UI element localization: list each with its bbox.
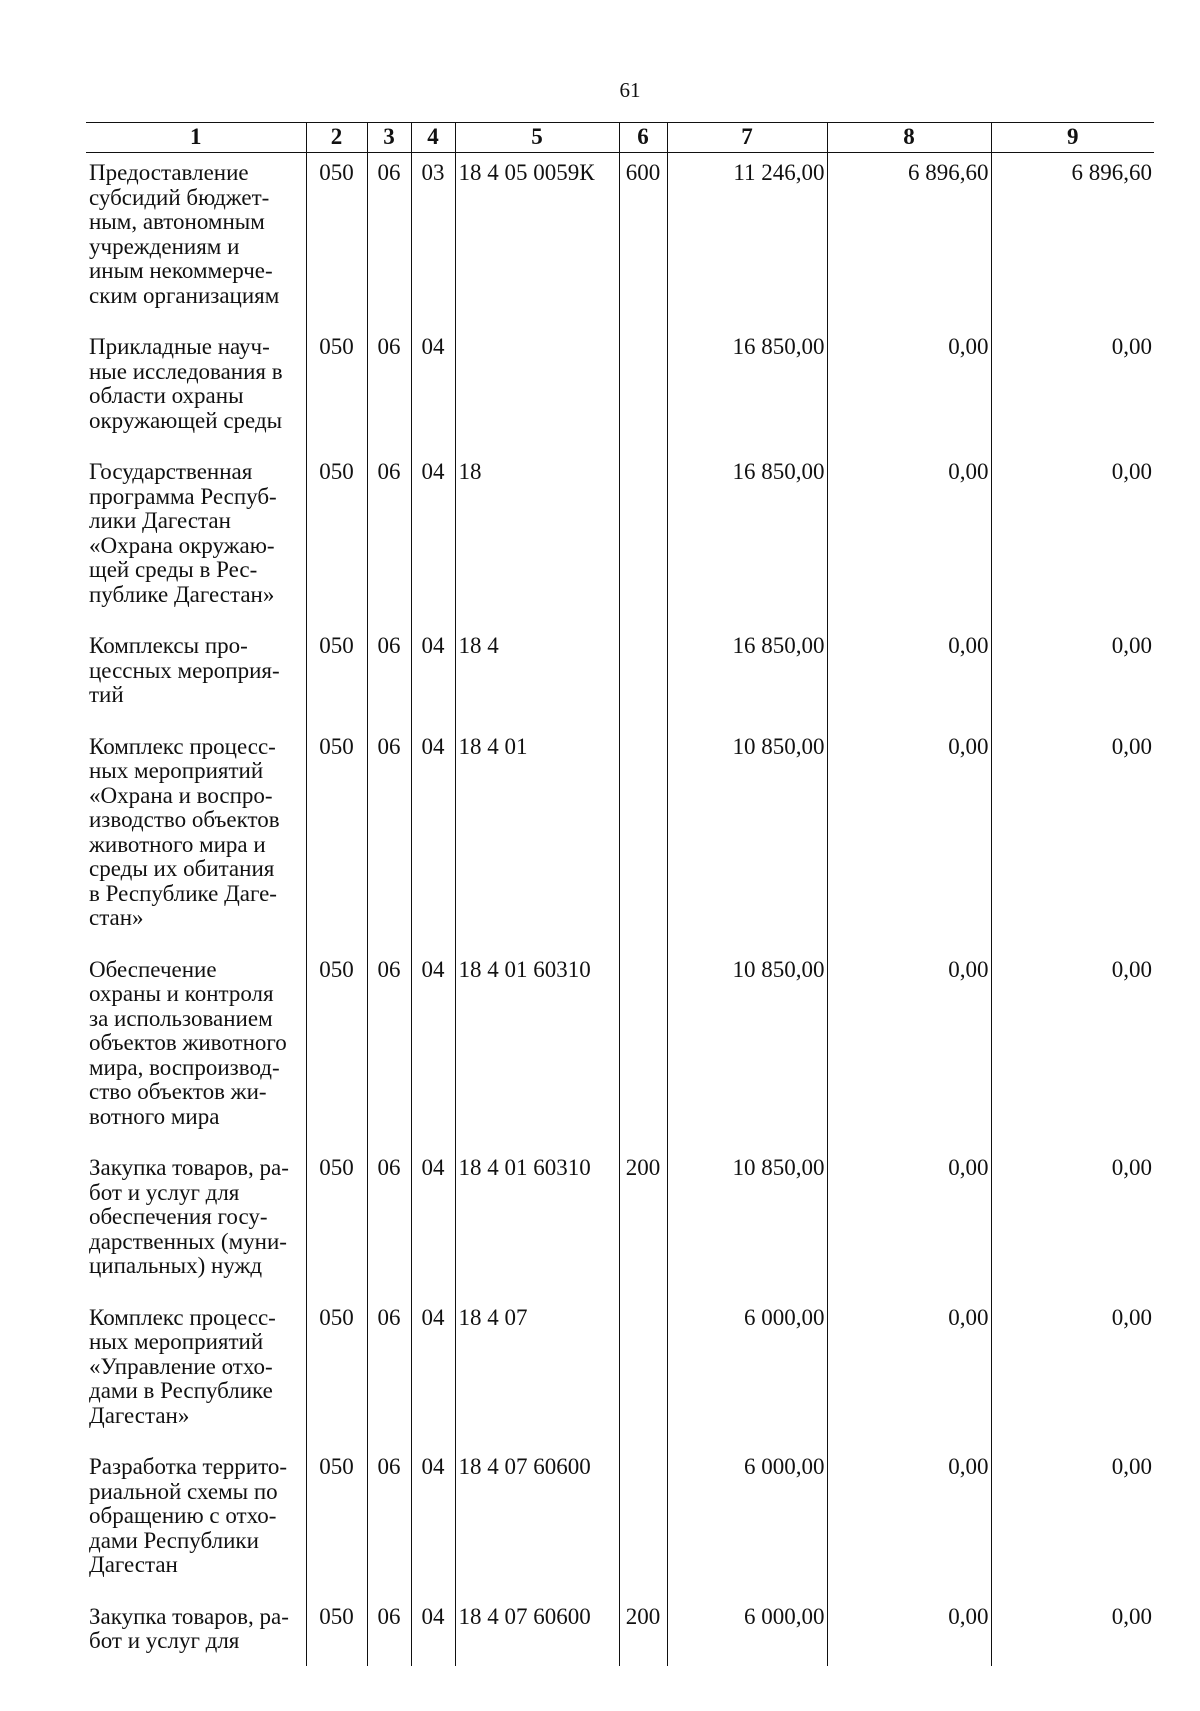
cell-col-7: 16 850,00 [667, 626, 827, 727]
cell-col-8: 6 896,60 [827, 153, 991, 328]
header-col-7: 7 [667, 123, 827, 153]
row-name-line: лики Дагестан [89, 508, 231, 533]
cell-col-9: 0,00 [991, 950, 1154, 1149]
cell-col-2: 050 [306, 1447, 367, 1597]
cell-col-7: 6 000,00 [667, 1447, 827, 1597]
cell-col-4: 04 [411, 452, 455, 626]
row-name-line: бот и услуг для [89, 1628, 240, 1653]
cell-col-2: 050 [306, 727, 367, 950]
cell-col-5: 18 4 01 60310 [455, 1148, 619, 1298]
header-col-6: 6 [619, 123, 667, 153]
row-name-cell [86, 727, 306, 950]
table-row [86, 950, 1154, 1149]
cell-col-9: 0,00 [991, 1148, 1154, 1298]
table-body [86, 153, 1154, 1666]
table-row [86, 1298, 1154, 1448]
row-name-cell [86, 1148, 306, 1298]
cell-col-6: 200 [619, 1597, 667, 1666]
header-col-3: 3 [367, 123, 411, 153]
row-name-line: Комплексы про- [89, 633, 248, 658]
cell-col-3: 06 [367, 950, 411, 1149]
cell-col-9: 6 896,60 [991, 153, 1154, 328]
row-name-line: программа Респуб- [89, 483, 277, 509]
cell-col-2: 050 [306, 950, 367, 1149]
cell-col-3: 06 [367, 153, 411, 328]
row-name-line: животного мира и [89, 831, 266, 857]
cell-col-8: 0,00 [827, 1597, 991, 1666]
header-row [86, 123, 1154, 153]
row-name-line: объектов животного [89, 1030, 287, 1055]
cell-col-6: 600 [619, 153, 667, 328]
table-row [86, 626, 1154, 727]
cell-col-3: 06 [367, 727, 411, 950]
row-name-line: дами Республики [89, 1527, 259, 1553]
cell-col-3: 06 [367, 1148, 411, 1298]
cell-col-3: 06 [367, 626, 411, 727]
cell-col-9: 0,00 [991, 327, 1154, 452]
cell-col-2: 050 [306, 327, 367, 452]
cell-col-2: 050 [306, 153, 367, 328]
cell-col-7: 10 850,00 [667, 727, 827, 950]
cell-col-4: 04 [411, 727, 455, 950]
row-name-line: «Охрана окружаю- [89, 532, 275, 558]
cell-col-2: 050 [306, 626, 367, 727]
cell-col-7: 16 850,00 [667, 327, 827, 452]
cell-col-6 [619, 1298, 667, 1448]
cell-col-3: 06 [367, 1447, 411, 1597]
cell-col-8: 0,00 [827, 727, 991, 950]
row-name-line: Государственная [89, 459, 253, 484]
header-col-8: 8 [827, 123, 991, 153]
cell-col-5 [455, 327, 619, 452]
row-name-line: обеспечения госу- [89, 1204, 268, 1229]
row-name-line: ных мероприятий [89, 1329, 264, 1354]
row-name-line: Разработка террито- [89, 1454, 288, 1479]
row-name-line: ципальных) нужд [89, 1253, 263, 1278]
cell-col-5: 18 4 01 [455, 727, 619, 950]
header-col-9: 9 [991, 123, 1154, 153]
row-name-line: Комплекс процесс- [89, 733, 276, 759]
cell-col-3: 06 [367, 452, 411, 626]
cell-col-6 [619, 1447, 667, 1597]
cell-col-5: 18 4 07 [455, 1298, 619, 1448]
table-row [86, 727, 1154, 950]
row-name-line: Закупка товаров, ра- [89, 1603, 289, 1629]
row-name-cell [86, 950, 306, 1149]
table-row [86, 153, 1154, 328]
row-name-line: ство объектов жи- [89, 1079, 267, 1104]
cell-col-9: 0,00 [991, 1597, 1154, 1666]
cell-col-4: 04 [411, 327, 455, 452]
row-name-cell [86, 153, 306, 328]
row-name-line: дами в Республике [89, 1378, 273, 1403]
cell-col-6 [619, 452, 667, 626]
row-name-cell [86, 1597, 306, 1666]
cell-col-9: 0,00 [991, 727, 1154, 950]
row-name-line: иным некоммерче- [89, 258, 273, 283]
row-name-cell [86, 327, 306, 452]
cell-col-6 [619, 727, 667, 950]
cell-col-4: 04 [411, 626, 455, 727]
cell-col-6 [619, 327, 667, 452]
cell-col-5: 18 4 05 0059К [455, 153, 619, 328]
cell-col-6: 200 [619, 1148, 667, 1298]
cell-col-9: 0,00 [991, 626, 1154, 727]
cell-col-2: 050 [306, 1597, 367, 1666]
row-name-line: Предоставление [89, 160, 249, 185]
row-name-line: Закупка товаров, ра- [89, 1155, 289, 1180]
cell-col-7: 6 000,00 [667, 1597, 827, 1666]
row-name-line: ные исследования в [89, 358, 283, 384]
cell-col-6 [619, 950, 667, 1149]
header-col-5: 5 [455, 123, 619, 153]
cell-col-2: 050 [306, 1298, 367, 1448]
row-name-line: за использованием [89, 1005, 273, 1031]
row-name-cell [86, 1298, 306, 1448]
cell-col-7: 16 850,00 [667, 452, 827, 626]
cell-col-8: 0,00 [827, 1447, 991, 1597]
cell-col-7: 10 850,00 [667, 1148, 827, 1298]
row-name-line: Комплекс процесс- [89, 1304, 276, 1330]
cell-col-5: 18 4 07 60600 [455, 1447, 619, 1597]
row-name-line: риальной схемы по [89, 1478, 278, 1504]
row-name-line: публике Дагестан» [89, 581, 275, 607]
cell-col-4: 04 [411, 1148, 455, 1298]
cell-col-5: 18 [455, 452, 619, 626]
row-name-line: Дагестан [89, 1552, 178, 1577]
cell-col-2: 050 [306, 1148, 367, 1298]
cell-col-7: 11 246,00 [667, 153, 827, 328]
cell-col-4: 03 [411, 153, 455, 328]
row-name-line: среды их обитания [89, 856, 275, 881]
row-name-line: ским организациям [89, 282, 280, 308]
cell-col-4: 04 [411, 1447, 455, 1597]
cell-col-9: 0,00 [991, 1447, 1154, 1597]
row-name-line: субсидий бюджет- [89, 184, 270, 210]
row-name-line: щей среды в Рес- [89, 557, 258, 582]
cell-col-6 [619, 626, 667, 727]
cell-col-8: 0,00 [827, 626, 991, 727]
cell-col-7: 6 000,00 [667, 1298, 827, 1448]
cell-col-2: 050 [306, 452, 367, 626]
row-name-line: обращению с отхо- [89, 1503, 277, 1528]
row-name-cell [86, 452, 306, 626]
cell-col-4: 04 [411, 1597, 455, 1666]
row-name-line: «Охрана и воспро- [89, 782, 273, 808]
cell-col-8: 0,00 [827, 327, 991, 452]
row-name-line: бот и услуг для [89, 1179, 240, 1205]
row-name-line: тий [89, 682, 124, 707]
row-name-line: «Управление отхо- [89, 1353, 273, 1379]
row-name-line: охраны и контроля [89, 981, 274, 1006]
table-row [86, 452, 1154, 626]
row-name-line: Обеспечение [89, 956, 217, 982]
cell-col-5: 18 4 [455, 626, 619, 727]
cell-col-5: 18 4 01 60310 [455, 950, 619, 1149]
cell-col-4: 04 [411, 950, 455, 1149]
header-col-2: 2 [306, 123, 367, 153]
row-name-line: ным, автономным [89, 209, 265, 234]
header-col-1: 1 [86, 123, 306, 153]
cell-col-8: 0,00 [827, 1148, 991, 1298]
cell-col-8: 0,00 [827, 1298, 991, 1448]
row-name-line: стан» [89, 905, 144, 930]
row-name-line: области охраны [89, 383, 244, 408]
row-name-line: в Республике Даге- [89, 880, 277, 906]
cell-col-8: 0,00 [827, 950, 991, 1149]
row-name-line: Дагестан» [89, 1402, 190, 1428]
row-name-cell [86, 1447, 306, 1597]
cell-col-8: 0,00 [827, 452, 991, 626]
table-row [86, 1447, 1154, 1597]
cell-col-9: 0,00 [991, 1298, 1154, 1448]
cell-col-3: 06 [367, 327, 411, 452]
table-row [86, 327, 1154, 452]
cell-col-3: 06 [367, 1597, 411, 1666]
row-name-line: вотного мира [89, 1103, 220, 1129]
row-name-line: учреждениям и [89, 233, 240, 259]
header-col-4: 4 [411, 123, 455, 153]
row-name-line: мира, воспроизвод- [89, 1054, 280, 1080]
cell-col-9: 0,00 [991, 452, 1154, 626]
row-name-line: цессных мероприя- [89, 657, 280, 683]
table-row [86, 1148, 1154, 1298]
table-row [86, 1597, 1154, 1666]
cell-col-7: 10 850,00 [667, 950, 827, 1149]
row-name-line: изводство объектов [89, 807, 280, 832]
row-name-line: ных мероприятий [89, 758, 264, 783]
row-name-cell [86, 626, 306, 727]
cell-col-4: 04 [411, 1298, 455, 1448]
page-number: 61 [619, 78, 641, 102]
cell-col-3: 06 [367, 1298, 411, 1448]
row-name-line: дарственных (муни- [89, 1228, 287, 1254]
row-name-line: окружающей среды [89, 407, 283, 433]
budget-table [86, 122, 1154, 1666]
cell-col-5: 18 4 07 60600 [455, 1597, 619, 1666]
row-name-line: Прикладные науч- [89, 334, 270, 359]
